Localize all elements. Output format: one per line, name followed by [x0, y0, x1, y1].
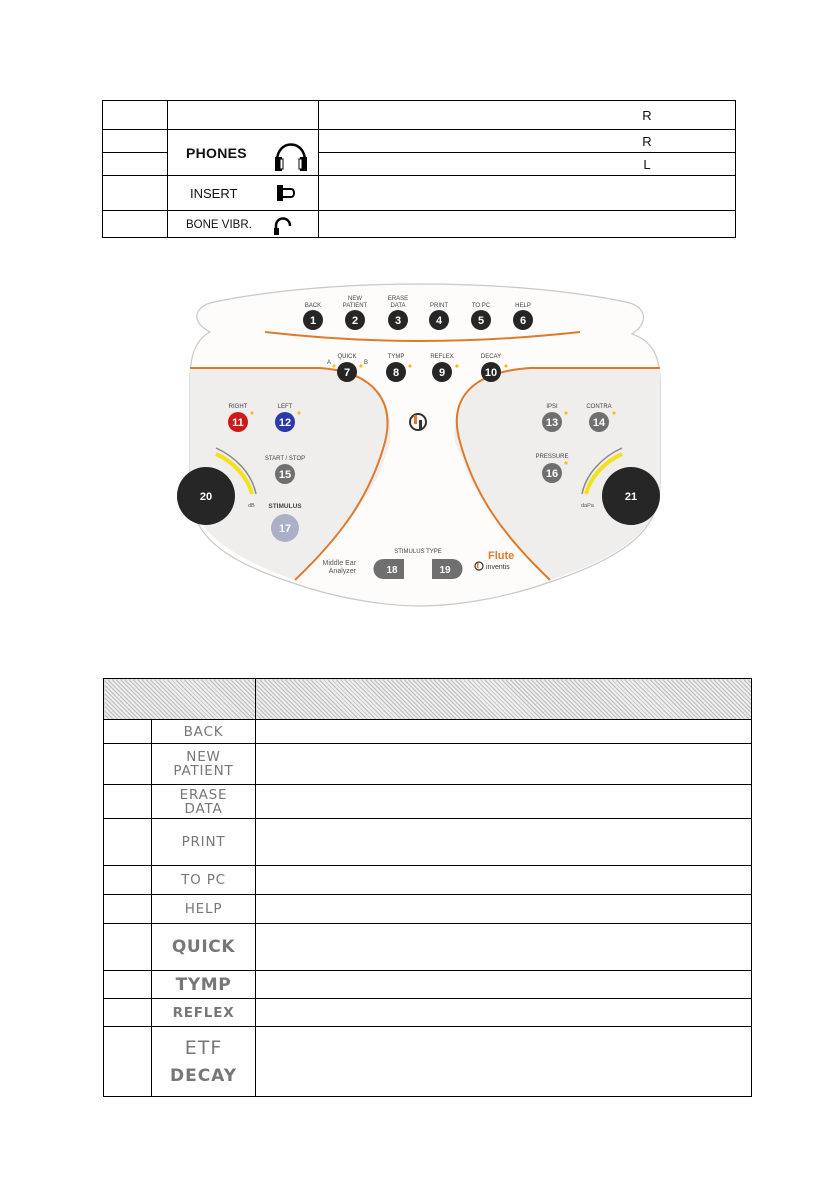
connector-value: L: [319, 153, 736, 176]
button-number: 11: [232, 417, 244, 429]
table-row: [104, 971, 752, 999]
table-row: [104, 1027, 752, 1097]
mode-button-label: DECAY: [480, 354, 502, 360]
key-label: NEW: [186, 749, 221, 765]
left-button-label: START / STOP: [264, 456, 306, 462]
top-button-label: NEW: [348, 296, 362, 302]
table-row: [104, 720, 752, 744]
button-number: 1: [309, 315, 317, 327]
brand-sub: inventis: [486, 564, 510, 571]
button-number: 16: [545, 468, 559, 480]
key-label: ERASE: [179, 786, 228, 803]
phones-cell: [168, 130, 319, 176]
top-button-to-pc[interactable]: [471, 303, 491, 330]
top-button-label: ERASE: [387, 296, 409, 302]
key-label: PATIENT: [173, 763, 234, 779]
front-panel-diagram: [170, 282, 670, 612]
stimulus-type-button-1[interactable]: [374, 559, 405, 579]
top-button-label: HELP: [515, 303, 531, 309]
button-number: 19: [439, 565, 451, 576]
insert-label: INSERT: [190, 185, 238, 201]
table-row: [104, 895, 752, 924]
knob-number: 21: [624, 491, 638, 503]
top-button-label: TO PC: [471, 303, 491, 309]
button-number: 14: [592, 417, 606, 429]
button-number: 13: [545, 417, 559, 429]
key-label: DATA: [184, 800, 223, 817]
top-button-label: DATA: [390, 303, 406, 309]
top-button-back[interactable]: [303, 303, 323, 330]
table-row: [104, 785, 752, 819]
button-number: 6: [519, 315, 527, 327]
key-label: TO PC: [181, 872, 226, 888]
left-button-label: STIMULUS: [268, 503, 302, 510]
top-button-erase-data[interactable]: [388, 296, 408, 330]
top-button-print[interactable]: [429, 303, 449, 330]
button-number: 10: [484, 367, 498, 379]
key-label: ETF: [184, 1036, 223, 1059]
button-number: 4: [435, 315, 443, 327]
right-button-label: IPSI: [546, 404, 558, 410]
key-label: BACK: [183, 723, 224, 740]
button-number: 12: [278, 417, 292, 429]
key-label: TYMP: [175, 974, 232, 995]
key-label: DECAY: [169, 1065, 238, 1086]
device-name: Analyzer: [328, 568, 356, 575]
insert-earphone-icon: [275, 182, 297, 204]
button-number: 3: [394, 315, 402, 327]
button-number: 15: [278, 469, 292, 481]
button-number: 8: [392, 367, 400, 379]
button-number: 9: [438, 367, 446, 379]
table-row: [104, 866, 752, 895]
key-label: REFLEX: [172, 1004, 235, 1021]
bone-vibrator-icon: [272, 214, 294, 236]
knob-number: 20: [199, 491, 213, 503]
knob-unit: daPa: [581, 503, 594, 509]
connector-value: R: [319, 101, 736, 130]
key-label: HELP: [184, 901, 223, 917]
table-row: [104, 924, 752, 971]
button-number: 7: [343, 367, 351, 379]
phones-label: PHONES: [186, 144, 247, 161]
key-label: QUICK: [171, 937, 236, 957]
table-row: [104, 744, 752, 785]
connector-value: R: [319, 130, 736, 153]
top-button-label: PATIENT: [342, 303, 368, 309]
button-number: 5: [477, 315, 485, 327]
connector-value: [319, 211, 736, 238]
knob-unit: dB: [248, 503, 255, 509]
connector-value: [319, 176, 736, 211]
key-table: [103, 678, 752, 1097]
left-button-label: RIGHT: [228, 404, 248, 410]
connectors-table: [102, 100, 736, 238]
quick-side-a: A: [327, 360, 332, 366]
mode-button-label: QUICK: [337, 354, 357, 360]
stimulus-type-label: STIMULUS TYPE: [394, 549, 442, 555]
table-row: [104, 819, 752, 866]
bone-cell: [168, 211, 319, 238]
key-label: PRINT: [181, 834, 226, 850]
top-button-label: BACK: [304, 303, 322, 309]
button-number: 18: [386, 565, 398, 576]
top-button-help[interactable]: [513, 303, 533, 330]
quick-side-b: B: [364, 360, 369, 366]
stimulus-type-button-2[interactable]: [432, 559, 463, 579]
button-number: 2: [351, 315, 359, 327]
device-name: Middle Ear: [322, 560, 356, 567]
brand-name: Flute: [488, 550, 515, 562]
button-number: 17: [278, 523, 292, 535]
key-table-header: [104, 679, 752, 720]
table-row: [104, 999, 752, 1027]
bone-label: BONE VIBR.: [186, 219, 252, 231]
left-button-label: LEFT: [277, 404, 293, 410]
headphones-icon: [272, 131, 310, 173]
mode-button-label: TYMP: [387, 354, 405, 360]
right-button-label: PRESSURE: [535, 454, 569, 460]
top-button-label: PRINT: [430, 303, 448, 309]
right-button-label: CONTRA: [586, 404, 612, 410]
insert-cell: [168, 176, 319, 211]
mode-button-label: REFLEX: [430, 354, 454, 360]
